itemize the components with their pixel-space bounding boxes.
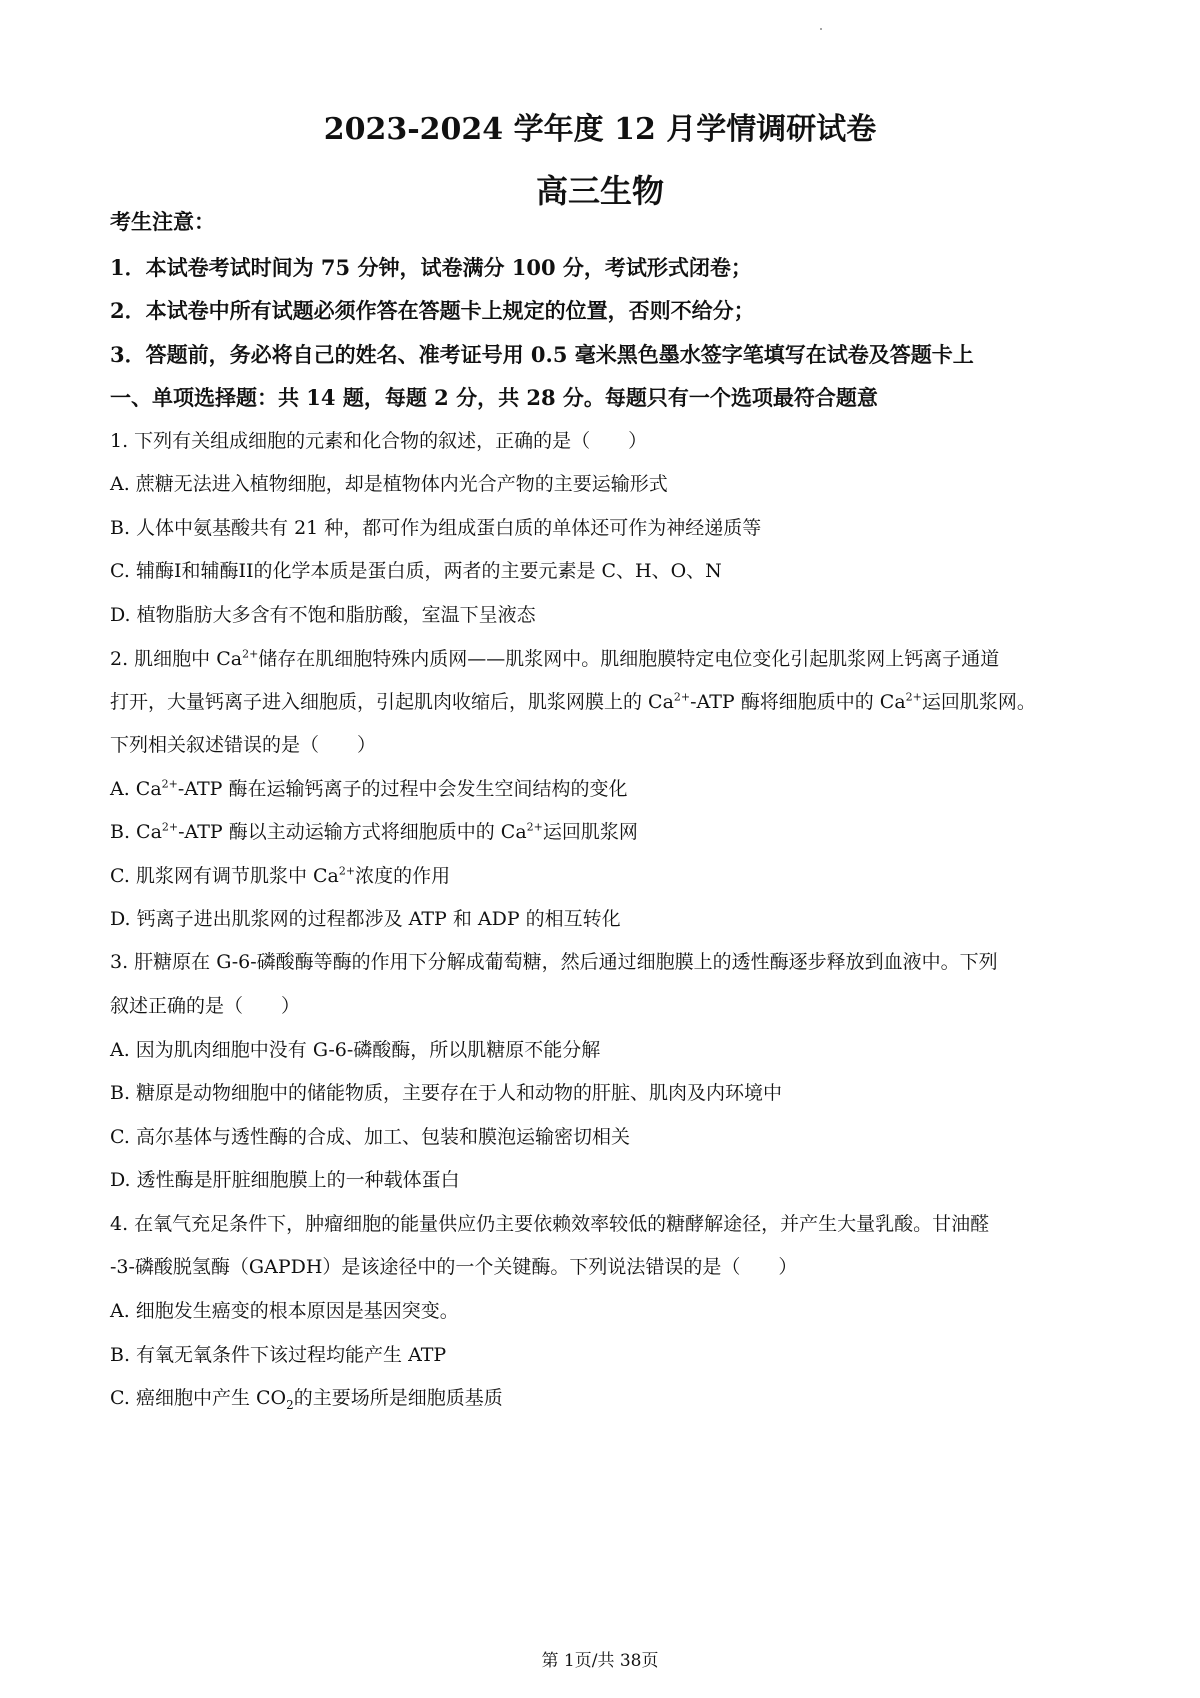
- question-2-option-c: [110, 862, 1100, 890]
- question-4-stem-line-1: 4. 在氧气充足条件下，肿瘤细胞的能量供应仍主要依赖效率较低的糖酵解途径，并产生大量乳酸。甘油醛: [110, 1213, 990, 1235]
- q2-sup: 2+: [905, 690, 922, 704]
- scan-dot: [820, 28, 822, 30]
- q2-text: -ATP 酶以主动运输方式将细胞质中的 Ca: [178, 821, 527, 843]
- notice-item-2: 2．本试卷中所有试题必须作答在答题卡上规定的位置，否则不给分；: [110, 298, 755, 323]
- q4-text: C. 癌细胞中产生 CO: [110, 1387, 287, 1409]
- notice-item-3: 3．答题前，务必将自己的姓名、准考证号用 0.5 毫米黑色墨水签字笔填写在试卷及答题卡上: [110, 342, 974, 367]
- question-2-stem-line-3: 下列相关叙述错误的是（ ）: [110, 734, 377, 756]
- question-2-stem-line-1: [110, 645, 1100, 673]
- q2-text: 2. 肌细胞中 Ca: [110, 648, 243, 670]
- question-1-option-d: D. 植物脂肪大多含有不饱和脂肪酸，室温下呈液态: [110, 604, 536, 626]
- q2-sup: 2+: [673, 690, 691, 704]
- notice-item-1: 1．本试卷考试时间为 75 分钟，试卷满分 100 分，考试形式闭卷；: [110, 255, 752, 280]
- question-4-option-b: B. 有氧无氧条件下该过程均能产生 ATP: [110, 1344, 447, 1366]
- q2-sup: 2+: [526, 820, 543, 834]
- question-3-option-d: D. 透性酶是肝脏细胞膜上的一种载体蛋白: [110, 1169, 460, 1191]
- question-2-option-d: D. 钙离子进出肌浆网的过程都涉及 ATP 和 ADP 的相互转化: [110, 908, 621, 930]
- notice-heading: 考生注意：: [110, 209, 215, 234]
- q2-text: 浓度的作用: [355, 865, 451, 887]
- question-2-option-b: [110, 818, 1100, 846]
- question-1-option-a: A. 蔗糖无法进入植物细胞，却是植物体内光合产物的主要运输形式: [110, 473, 668, 495]
- q2-text: 运回肌浆网。: [921, 691, 1036, 713]
- q2-sup: 2+: [161, 777, 178, 791]
- q2-text: C. 肌浆网有调节肌浆中 Ca: [110, 865, 339, 887]
- q2-text: 运回肌浆网: [542, 821, 638, 843]
- q4-text: 的主要场所是细胞质基质: [293, 1387, 503, 1409]
- question-1-option-c: C. 辅酶I和辅酶II的化学本质是蛋白质，两者的主要元素是 C、H、O、N: [110, 560, 722, 582]
- question-3-option-c: C. 高尔基体与透性酶的合成、加工、包装和膜泡运输密切相关: [110, 1126, 630, 1148]
- question-3-stem-line-2: 叙述正确的是（ ）: [110, 995, 301, 1017]
- q2-text: -ATP 酶在运输钙离子的过程中会发生空间结构的变化: [177, 778, 628, 800]
- question-4-option-c: [110, 1384, 1100, 1412]
- q2-sup: 2+: [242, 647, 259, 661]
- question-1-option-b: B. 人体中氨基酸共有 21 种，都可作为组成蛋白质的单体还可作为神经递质等: [110, 517, 762, 539]
- q2-text: 打开，大量钙离子进入细胞质，引起肌肉收缩后，肌浆网膜上的 Ca: [110, 691, 674, 713]
- question-4-stem-line-2: -3-磷酸脱氢酶（GAPDH）是该途径中的一个关键酶。下列说法错误的是（ ）: [110, 1256, 798, 1278]
- question-1-stem: 1. 下列有关组成细胞的元素和化合物的叙述，正确的是（ ）: [110, 430, 648, 452]
- q2-sup: 2+: [161, 820, 179, 834]
- exam-subject: 高三生物: [535, 172, 664, 210]
- q2-text: B. Ca: [110, 821, 162, 843]
- q2-sup: 2+: [338, 864, 356, 878]
- section-heading: 一、单项选择题：共 14 题，每题 2 分，共 28 分。每题只有一个选项最符合题意: [110, 385, 878, 410]
- question-3-stem-line-1: 3. 肝糖原在 G-6-磷酸酶等酶的作用下分解成葡萄糖，然后通过细胞膜上的透性酶逐步释放到血液中。下列: [110, 951, 998, 973]
- exam-title: 2023-2024 学年度 12 月学情调研试卷: [323, 112, 877, 147]
- page-footer: 第 1页/共 38页: [541, 1651, 659, 1671]
- q2-text: 储存在肌细胞特殊内质网——肌浆网中。肌细胞膜特定电位变化引起肌浆网上钙离子通道: [258, 648, 1000, 670]
- q4-sub: 2: [286, 1397, 294, 1412]
- q2-text: A. Ca: [110, 778, 162, 800]
- q2-text: -ATP 酶将细胞质中的 Ca: [690, 691, 906, 713]
- question-3-option-b: B. 糖原是动物细胞中的储能物质，主要存在于人和动物的肝脏、肌肉及内环境中: [110, 1082, 783, 1104]
- question-2-stem-line-2: [110, 688, 1100, 716]
- question-2-option-a: [110, 775, 1100, 803]
- question-3-option-a: A. 因为肌肉细胞中没有 G-6-磷酸酶，所以肌糖原不能分解: [110, 1039, 601, 1061]
- question-4-option-a: A. 细胞发生癌变的根本原因是基因突变。: [110, 1300, 459, 1322]
